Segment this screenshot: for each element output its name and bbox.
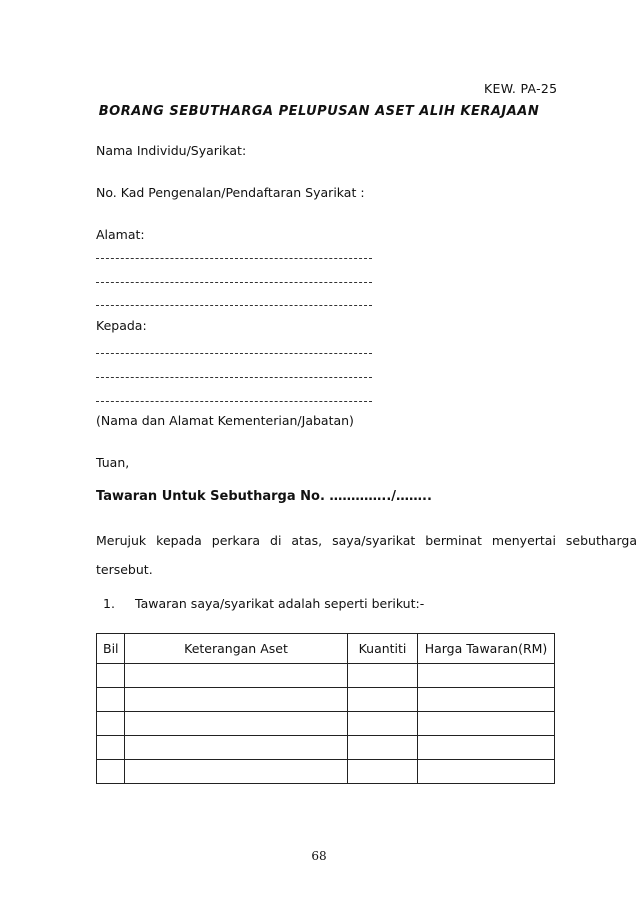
offer-table [96, 633, 555, 784]
header-keterangan-aset: Keterangan Aset [125, 634, 348, 664]
table-cell[interactable] [97, 760, 125, 784]
header-bil: Bil [97, 634, 125, 664]
subject-line: Tawaran Untuk Sebutharga No. …………../…….. [96, 489, 432, 504]
to-label: Kepada: [96, 318, 147, 333]
table-cell[interactable] [125, 664, 348, 688]
table-row [97, 664, 555, 688]
table-cell[interactable] [418, 712, 555, 736]
salutation: Tuan, [96, 455, 130, 470]
body-line-1: Merujuk kepada perkara di atas, saya/syarikat berminat menyertai sebutharga [96, 533, 637, 548]
table-row [97, 760, 555, 784]
table-row [97, 736, 555, 760]
to-line-2[interactable] [96, 377, 372, 378]
table-header-row [97, 634, 555, 664]
to-note: (Nama dan Alamat Kementerian/Jabatan) [96, 413, 354, 428]
body-line-2: tersebut. [96, 562, 153, 577]
table-cell[interactable] [97, 712, 125, 736]
address-line-1[interactable] [96, 258, 372, 259]
table-cell[interactable] [125, 736, 348, 760]
item-number: 1. [103, 596, 115, 611]
to-line-3[interactable] [96, 401, 372, 402]
table-cell[interactable] [418, 760, 555, 784]
table-cell[interactable] [348, 760, 418, 784]
to-line-1[interactable] [96, 353, 372, 354]
table-cell[interactable] [348, 664, 418, 688]
table-cell[interactable] [97, 688, 125, 712]
address-line-3[interactable] [96, 305, 372, 306]
name-label: Nama Individu/Syarikat: [96, 143, 247, 158]
table-row [97, 688, 555, 712]
table-cell[interactable] [348, 688, 418, 712]
table-cell[interactable] [97, 736, 125, 760]
table-cell[interactable] [125, 760, 348, 784]
table-row [97, 712, 555, 736]
table-cell[interactable] [348, 712, 418, 736]
page-number: 68 [311, 849, 327, 863]
header-kuantiti: Kuantiti [348, 634, 418, 664]
address-line-2[interactable] [96, 282, 372, 283]
table-cell[interactable] [418, 688, 555, 712]
table-cell[interactable] [125, 688, 348, 712]
table-cell[interactable] [348, 736, 418, 760]
table-cell[interactable] [97, 664, 125, 688]
header-harga-tawaran: Harga Tawaran(RM) [418, 634, 555, 664]
item-text: Tawaran saya/syarikat adalah seperti berikut:- [135, 596, 425, 611]
table-cell[interactable] [125, 712, 348, 736]
table-cell[interactable] [418, 664, 555, 688]
form-code: KEW. PA-25 [484, 81, 558, 96]
address-label: Alamat: [96, 227, 145, 242]
table-cell[interactable] [418, 736, 555, 760]
id-label: No. Kad Pengenalan/Pendaftaran Syarikat : [96, 185, 365, 200]
form-title: BORANG SEBUTHARGA PELUPUSAN ASET ALIH KERAJAAN [98, 104, 540, 119]
